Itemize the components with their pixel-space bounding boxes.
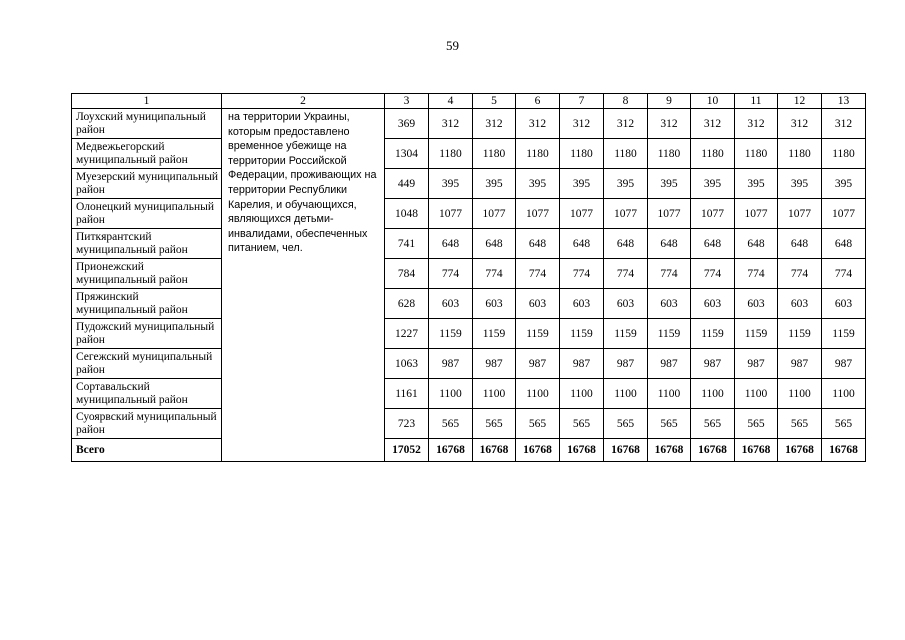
value-cell: 369 [385, 109, 429, 139]
value-cell: 1063 [385, 349, 429, 379]
district-name: Пудожский муниципальный район [72, 319, 222, 349]
value-cell: 648 [604, 229, 648, 259]
page-number: 59 [446, 38, 459, 53]
value-cell: 1159 [429, 319, 473, 349]
value-cell: 1159 [691, 319, 735, 349]
value-cell: 1161 [385, 379, 429, 409]
table-row [72, 409, 866, 439]
total-value-cell: 16768 [735, 439, 778, 462]
total-value-cell: 16768 [648, 439, 691, 462]
value-cell: 1100 [778, 379, 822, 409]
total-value-cell: 16768 [604, 439, 648, 462]
value-cell: 1100 [429, 379, 473, 409]
value-cell: 774 [648, 259, 691, 289]
column-header-5: 5 [473, 94, 516, 109]
column-header-4: 4 [429, 94, 473, 109]
value-cell: 987 [648, 349, 691, 379]
value-cell: 1180 [604, 139, 648, 169]
value-cell: 987 [822, 349, 866, 379]
value-cell: 565 [648, 409, 691, 439]
value-cell: 774 [604, 259, 648, 289]
column-header-3: 3 [385, 94, 429, 109]
district-name: Лоухский муниципальный район [72, 109, 222, 139]
value-cell: 1180 [560, 139, 604, 169]
value-cell: 312 [735, 109, 778, 139]
value-cell: 1159 [473, 319, 516, 349]
column-header-12: 12 [778, 94, 822, 109]
value-cell: 312 [778, 109, 822, 139]
value-cell: 395 [560, 169, 604, 199]
value-cell: 987 [735, 349, 778, 379]
value-cell: 565 [735, 409, 778, 439]
value-cell: 395 [735, 169, 778, 199]
value-cell: 395 [516, 169, 560, 199]
value-cell: 648 [735, 229, 778, 259]
total-value-cell: 16768 [778, 439, 822, 462]
value-cell: 648 [778, 229, 822, 259]
report-table [71, 93, 866, 462]
value-cell: 1100 [648, 379, 691, 409]
value-cell: 1100 [822, 379, 866, 409]
value-cell: 312 [516, 109, 560, 139]
value-cell: 628 [385, 289, 429, 319]
total-value-cell: 17052 [385, 439, 429, 462]
value-cell: 1159 [516, 319, 560, 349]
value-cell: 1100 [604, 379, 648, 409]
district-name: Пряжинский муниципальный район [72, 289, 222, 319]
value-cell: 603 [691, 289, 735, 319]
value-cell: 648 [648, 229, 691, 259]
value-cell: 312 [560, 109, 604, 139]
value-cell: 603 [735, 289, 778, 319]
value-cell: 1077 [735, 199, 778, 229]
value-cell: 1159 [648, 319, 691, 349]
total-value-cell: 16768 [516, 439, 560, 462]
value-cell: 987 [473, 349, 516, 379]
value-cell: 648 [516, 229, 560, 259]
value-cell: 1180 [429, 139, 473, 169]
value-cell: 395 [691, 169, 735, 199]
table-row [72, 169, 866, 199]
table-row [72, 379, 866, 409]
value-cell: 774 [822, 259, 866, 289]
table-row [72, 349, 866, 379]
total-value-cell: 16768 [691, 439, 735, 462]
table-row [72, 319, 866, 349]
value-cell: 1304 [385, 139, 429, 169]
total-label: Всего [72, 439, 222, 462]
value-cell: 312 [429, 109, 473, 139]
value-cell: 987 [429, 349, 473, 379]
value-cell: 1159 [604, 319, 648, 349]
value-cell: 1100 [473, 379, 516, 409]
value-cell: 565 [560, 409, 604, 439]
value-cell: 395 [604, 169, 648, 199]
value-cell: 1077 [691, 199, 735, 229]
table-row [72, 289, 866, 319]
value-cell: 648 [691, 229, 735, 259]
value-cell: 565 [691, 409, 735, 439]
district-name: Сегежский муниципальный район [72, 349, 222, 379]
value-cell: 987 [604, 349, 648, 379]
value-cell: 774 [778, 259, 822, 289]
value-cell: 603 [648, 289, 691, 319]
value-cell: 1180 [473, 139, 516, 169]
value-cell: 565 [516, 409, 560, 439]
value-cell: 312 [604, 109, 648, 139]
value-cell: 565 [473, 409, 516, 439]
value-cell: 1180 [778, 139, 822, 169]
table-body [72, 109, 866, 462]
table-row [72, 109, 866, 139]
district-name: Сортавальский муниципальный район [72, 379, 222, 409]
value-cell: 1159 [560, 319, 604, 349]
value-cell: 395 [778, 169, 822, 199]
district-name: Суоярвский муниципальный район [72, 409, 222, 439]
value-cell: 1180 [822, 139, 866, 169]
value-cell: 987 [778, 349, 822, 379]
value-cell: 312 [648, 109, 691, 139]
value-cell: 774 [691, 259, 735, 289]
value-cell: 774 [473, 259, 516, 289]
value-cell: 312 [822, 109, 866, 139]
value-cell: 1100 [691, 379, 735, 409]
district-name: Прионежский муниципальный район [72, 259, 222, 289]
value-cell: 987 [560, 349, 604, 379]
value-cell: 1077 [604, 199, 648, 229]
value-cell: 1100 [516, 379, 560, 409]
value-cell: 648 [473, 229, 516, 259]
value-cell: 774 [429, 259, 473, 289]
total-value-cell: 16768 [560, 439, 604, 462]
value-cell: 565 [822, 409, 866, 439]
column-header-9: 9 [648, 94, 691, 109]
value-cell: 603 [473, 289, 516, 319]
district-name: Олонецкий муниципальный район [72, 199, 222, 229]
value-cell: 565 [429, 409, 473, 439]
value-cell: 648 [822, 229, 866, 259]
column-header-6: 6 [516, 94, 560, 109]
column-header-8: 8 [604, 94, 648, 109]
value-cell: 1100 [735, 379, 778, 409]
value-cell: 1077 [648, 199, 691, 229]
value-cell: 1227 [385, 319, 429, 349]
table-row [72, 259, 866, 289]
value-cell: 395 [648, 169, 691, 199]
value-cell: 1077 [516, 199, 560, 229]
value-cell: 1100 [560, 379, 604, 409]
header-row [72, 94, 866, 109]
column-header-7: 7 [560, 94, 604, 109]
value-cell: 774 [735, 259, 778, 289]
value-cell: 449 [385, 169, 429, 199]
column-header-13: 13 [822, 94, 866, 109]
table-row [72, 229, 866, 259]
value-cell: 603 [604, 289, 648, 319]
value-cell: 1077 [822, 199, 866, 229]
category-description: на территории Украины, которым предоставлено временное убежище на территории Российской Федерации, проживающих на территории Республики Карелия, и обучающихся, являющихся детьми-инвалидами, обеспеченных питанием, чел. [222, 109, 385, 462]
value-cell: 1180 [648, 139, 691, 169]
value-cell: 603 [516, 289, 560, 319]
value-cell: 565 [604, 409, 648, 439]
value-cell: 603 [429, 289, 473, 319]
value-cell: 1180 [691, 139, 735, 169]
value-cell: 565 [778, 409, 822, 439]
value-cell: 1077 [778, 199, 822, 229]
value-cell: 603 [778, 289, 822, 319]
value-cell: 1077 [429, 199, 473, 229]
value-cell: 774 [516, 259, 560, 289]
district-name: Питкярантский муниципальный район [72, 229, 222, 259]
value-cell: 741 [385, 229, 429, 259]
table-row [72, 139, 866, 169]
district-name: Медвежьегорский муниципальный район [72, 139, 222, 169]
value-cell: 1180 [735, 139, 778, 169]
value-cell: 395 [473, 169, 516, 199]
total-value-cell: 16768 [473, 439, 516, 462]
value-cell: 1159 [778, 319, 822, 349]
value-cell: 987 [691, 349, 735, 379]
column-header-2: 2 [222, 94, 385, 109]
value-cell: 648 [560, 229, 604, 259]
value-cell: 648 [429, 229, 473, 259]
value-cell: 312 [691, 109, 735, 139]
total-row [72, 439, 866, 462]
value-cell: 312 [473, 109, 516, 139]
value-cell: 395 [429, 169, 473, 199]
column-header-11: 11 [735, 94, 778, 109]
value-cell: 987 [516, 349, 560, 379]
value-cell: 395 [822, 169, 866, 199]
value-cell: 784 [385, 259, 429, 289]
table-row [72, 199, 866, 229]
value-cell: 1180 [516, 139, 560, 169]
value-cell: 1159 [822, 319, 866, 349]
value-cell: 603 [560, 289, 604, 319]
column-header-10: 10 [691, 94, 735, 109]
value-cell: 774 [560, 259, 604, 289]
value-cell: 723 [385, 409, 429, 439]
value-cell: 1077 [473, 199, 516, 229]
value-cell: 1159 [735, 319, 778, 349]
district-name: Муезерский муниципальный район [72, 169, 222, 199]
value-cell: 1077 [560, 199, 604, 229]
value-cell: 1048 [385, 199, 429, 229]
column-header-1: 1 [72, 94, 222, 109]
total-value-cell: 16768 [429, 439, 473, 462]
value-cell: 603 [822, 289, 866, 319]
total-value-cell: 16768 [822, 439, 866, 462]
